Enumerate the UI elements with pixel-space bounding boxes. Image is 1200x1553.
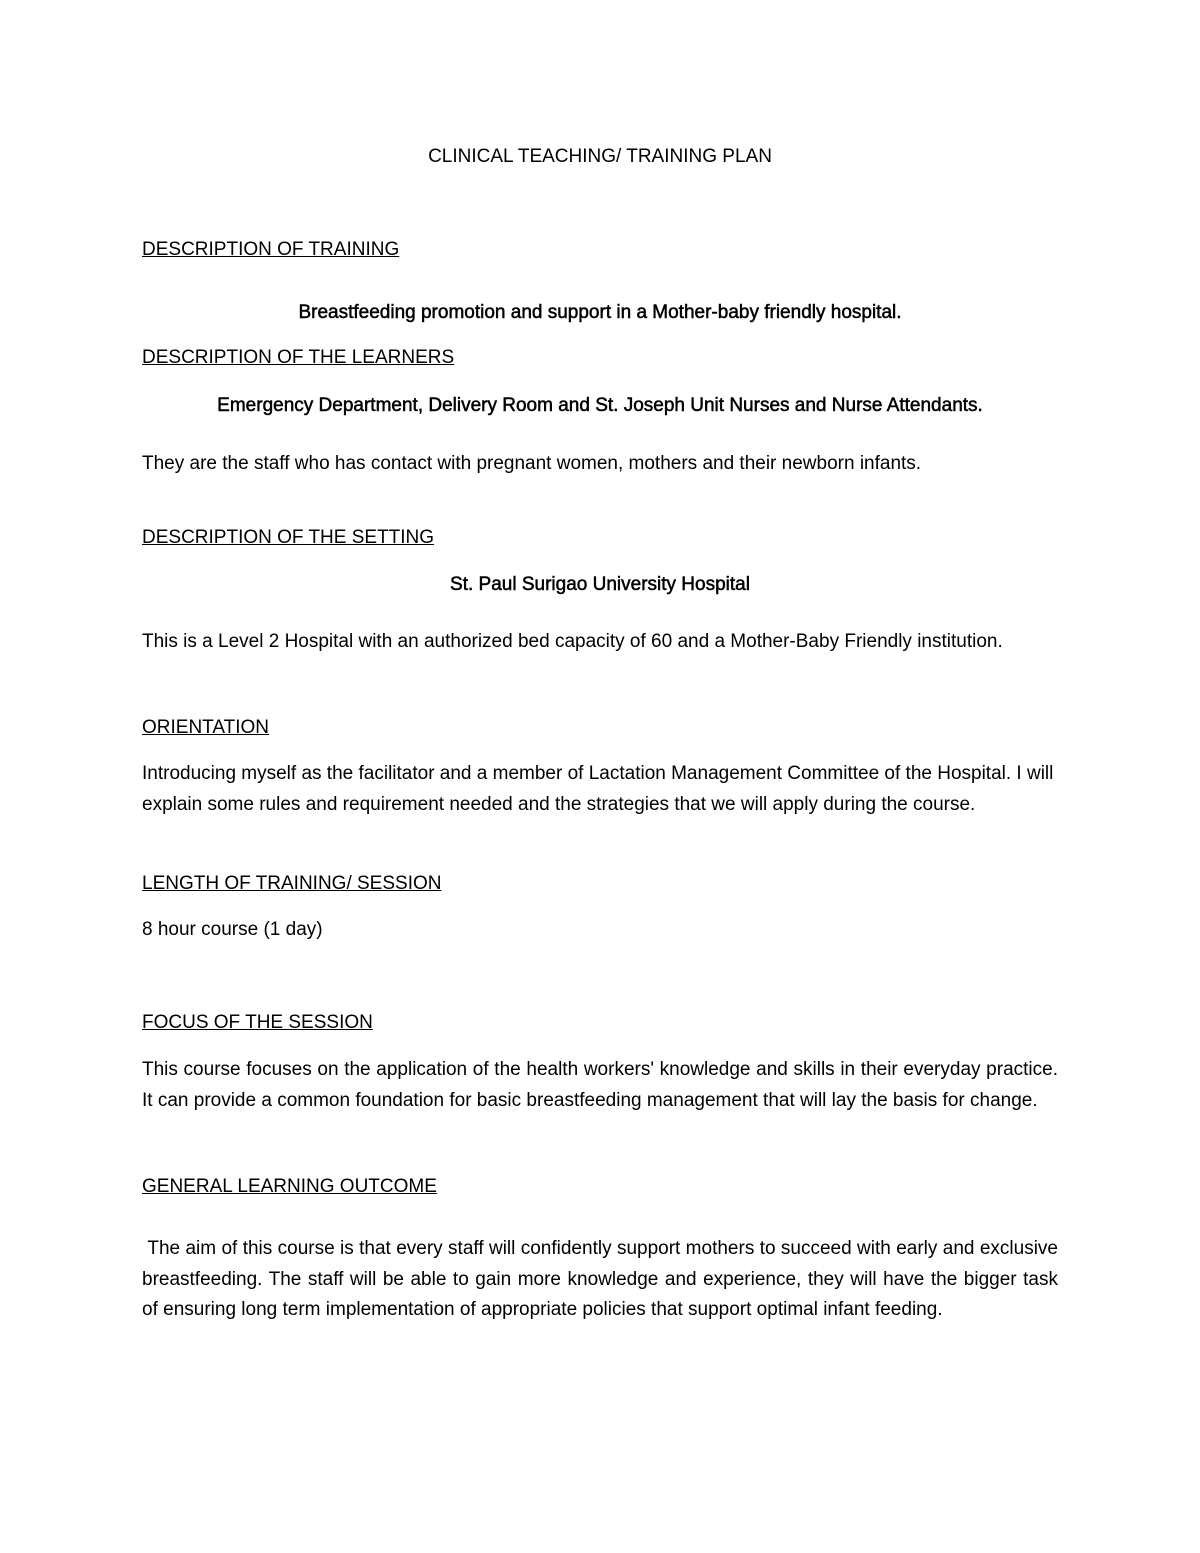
focus-heading: FOCUS OF THE SESSION [142,1012,373,1033]
document-title: CLINICAL TEACHING/ TRAINING PLAN [428,146,772,167]
outcome-heading: GENERAL LEARNING OUTCOME [142,1176,437,1197]
learners-units: Emergency Department, Delivery Room and St. Joseph Unit Nurses and Nurse Attendants. [217,395,983,416]
outcome-description: The aim of this course is that every staff will confidently support mothers to succeed with early and exclusive breastfeeding. The staff will be able to gain more knowledge and experience, they will have the bigger task of ensuring long term implementation of appropriate policies that support optimal infant feeding. [142,1238,1064,1320]
learners-description: They are the staff who has contact with pregnant women, mothers and their newborn infants. [142,453,922,474]
length-heading: LENGTH OF TRAINING/ SESSION [142,873,442,894]
orientation-description: Introducing myself as the facilitator and a member of Lactation Management Committee of the Hospital. I will explain some rules and requirement needed and the strategies that we will apply during the course. [142,763,1054,815]
setting-heading: DESCRIPTION OF THE SETTING [142,527,435,548]
training-heading: DESCRIPTION OF TRAINING [142,239,400,260]
learners-heading: DESCRIPTION OF THE LEARNERS [142,347,455,368]
length-description: 8 hour course (1 day) [142,919,323,940]
orientation-heading: ORIENTATION [142,717,270,738]
setting-hospital: St. Paul Surigao University Hospital [450,574,750,595]
focus-description: This course focuses on the application of the health workers' knowledge and skills in their everyday practice. It can provide a common foundation for basic breastfeeding management that will lay the basis for change. [142,1059,1058,1111]
training-description: Breastfeeding promotion and support in a Mother-baby friendly hospital. [298,302,902,323]
setting-description: This is a Level 2 Hospital with an authorized bed capacity of 60 and a Mother-Baby Friendly institution. [142,631,1003,652]
